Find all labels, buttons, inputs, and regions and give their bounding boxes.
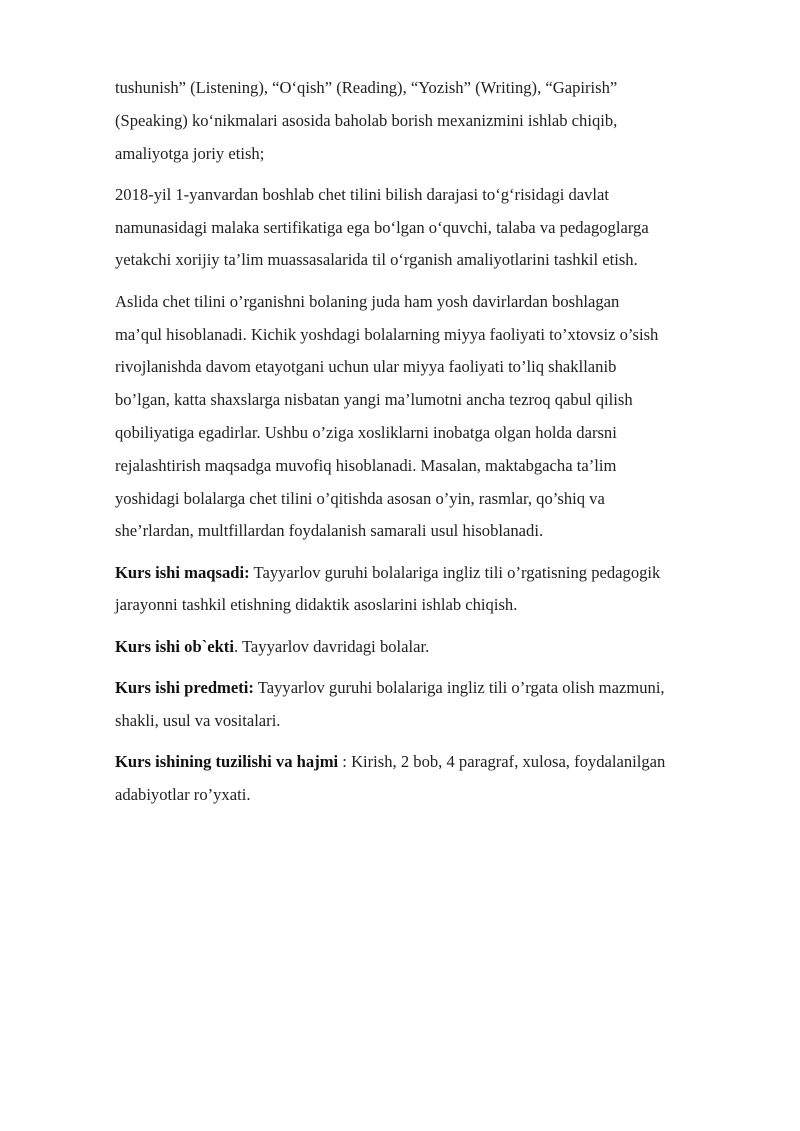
course-goal-label: Kurs ishi maqsadi:	[115, 562, 250, 582]
course-subject-text: Tayyarlov guruhi bolalariga ingliz tili o’rgata olish mazmuni, shakli, usul va vositalari.	[115, 678, 665, 730]
course-structure-label: Kurs ishining tuzilishi va hajmi	[115, 752, 339, 772]
course-object-text: . Tayyarlov davridagi bolalar.	[233, 636, 430, 656]
paragraph-skills-assessment	[115, 72, 740, 170]
paragraph-early-learning	[115, 286, 740, 548]
paragraph-text: Aslida chet tilini o’rganishni bolaning juda ham yosh davirlardan boshlagan ma’qul hisoblanadi. Kichik yoshdagi bolalarning miyya faoliyati to’xtovsiz o’sish rivojlanishda davom etayotgani uchun ular miyya faoliyati to’liq shakllanib bo’lgan, katta shaxslarga nisbatan yangi ma’lumotni ancha tezroq qabul qilish qobiliyatiga egadirlar. Ushbu o’ziga xosliklarni inobatga olgan holda darsni rejalashtirish maqsadga muvofiq hisoblanadi. Masalan, maktabgacha ta’lim yoshidagi bolalarga chet tilini o’qitishda asosan o’yin, rasmlar, qo’shiq va she’rlardan, multfillardan foydalanish samarali usul hisoblanadi.	[115, 291, 659, 541]
course-goal-text: Tayyarlov guruhi bolalariga ingliz tili o’rgatisning pedagogik jarayonni tashkil etishning didaktik asoslarini ishlab chiqish.	[115, 562, 661, 615]
paragraph-course-structure	[115, 746, 740, 812]
course-object-label: Kurs ishi ob`ekti	[115, 636, 234, 656]
course-subject-label: Kurs ishi predmeti:	[115, 678, 254, 698]
paragraph-course-object	[115, 631, 740, 664]
paragraph-text: 2018-yil 1-yanvardan boshlab chet tilini bilish darajasi to‘g‘risidagi davlat namunasidagi malaka sertifikatiga ega bo‘lgan o‘quvchi, talaba va pedagoglarga yetakchi xorijiy ta’lim muassasalarida til o‘rganish amaliyotlarini tashkil etish.	[115, 184, 649, 270]
paragraph-course-goal	[115, 557, 740, 623]
paragraph-course-subject	[115, 672, 740, 738]
paragraph-text: tushunish” (Listening), “O‘qish” (Reading), “Yozish” (Writing), “Gapirish” (Speaking) ko‘nikmalari asosida baholab borish mexanizmini ishlab chiqib, amaliyotga joriy etish;	[115, 78, 618, 163]
paragraph-certificate	[115, 179, 740, 277]
course-structure-text: : Kirish, 2 bob, 4 paragraf, xulosa, foydalanilgan adabiyotlar ro’yxati.	[115, 752, 666, 804]
